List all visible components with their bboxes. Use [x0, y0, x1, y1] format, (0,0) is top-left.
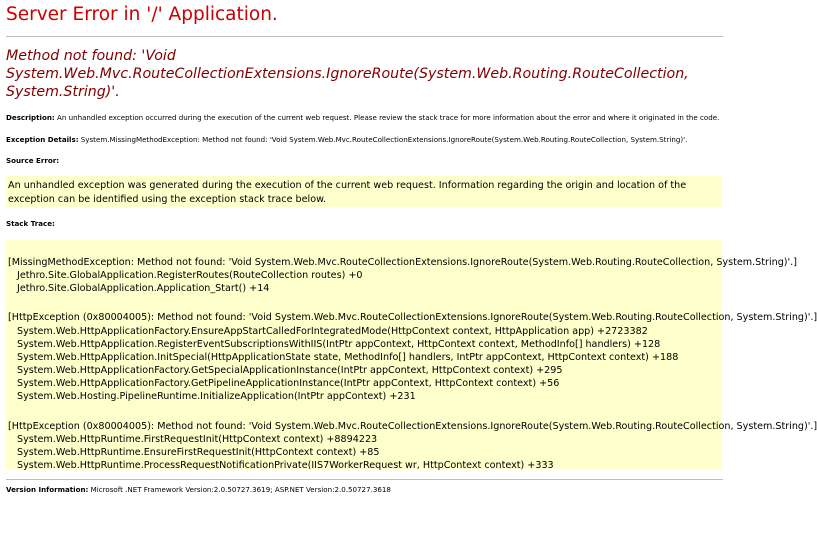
exception-details-text: System.MissingMethodException: Method not found: 'Void System.Web.Mvc.RouteCollectionExtensions.IgnoreRoute(System.Web.Routing.RouteCollection, System.String)'. [78, 135, 688, 144]
stack-frame: System.Web.HttpRuntime.EnsureFirstRequestInit(HttpContext context) +85 [17, 446, 380, 458]
footer-divider [6, 479, 723, 480]
source-error-label: Source Error: [6, 156, 60, 165]
stack-block-header: [HttpException (0x80004005): Method not found: 'Void System.Web.Mvc.RouteCollectionExtensions.IgnoreRoute(System.Web.Routing.RouteCollection, System.String)'.] [8, 420, 817, 432]
stack-frame: Jethro.Site.GlobalApplication.RegisterRoutes(RouteCollection routes) +0 [17, 270, 363, 282]
stack-frame: System.Web.HttpApplicationFactory.EnsureAppStartCalledForIntegratedMode(HttpContext context, HttpApplication app) +2723382 [17, 325, 648, 337]
stack-trace-label: Stack Trace: [6, 219, 55, 228]
stack-trace-box [6, 240, 817, 472]
exception-details-line [6, 135, 687, 144]
description-text: An unhandled exception occurred during the execution of the current web request. Please review the stack trace for more information about the error and where it originated in the code. [54, 113, 720, 122]
description-label: Description: [6, 113, 55, 122]
version-info-label: Version Information: [6, 485, 89, 494]
page-title: Server Error in '/' Application. [6, 4, 278, 25]
error-heading: Method not found: 'Void System.Web.Mvc.RouteCollectionExtensions.IgnoreRoute(System.Web.Routing.RouteCollection, System.String)'. [6, 48, 689, 100]
stack-frame: System.Web.HttpApplicationFactory.GetSpecialApplicationInstance(IntPtr appContext, HttpContext context) +295 [17, 365, 563, 377]
version-info-text: Microsoft .NET Framework Version:2.0.50727.3619; ASP.NET Version:2.0.50727.3618 [88, 485, 391, 494]
exception-details-label: Exception Details: [6, 135, 79, 144]
stack-frame: System.Web.HttpApplication.InitSpecial(HttpApplicationState state, MethodInfo[] handlers, IntPtr appContext, HttpContext context) +188 [17, 351, 679, 363]
stack-frame: System.Web.HttpRuntime.FirstRequestInit(HttpContext context) +8894223 [17, 433, 378, 445]
stack-frame: System.Web.HttpRuntime.ProcessRequestNotificationPrivate(IIS7WorkerRequest wr, HttpContext context) +333 [17, 460, 554, 472]
stack-frame: System.Web.HttpApplication.RegisterEventSubscriptionsWithIIS(IntPtr appContext, HttpContext context, MethodInfo[] handlers) +128 [17, 338, 661, 350]
stack-frame: System.Web.Hosting.PipelineRuntime.InitializeApplication(IntPtr appContext) +231 [17, 391, 416, 403]
stack-frame: Jethro.Site.GlobalApplication.Application_Start() +14 [17, 283, 270, 295]
description-line [6, 113, 719, 122]
stack-frame: System.Web.HttpApplicationFactory.GetPipelineApplicationInstance(IntPtr appContext, HttpContext context) +56 [17, 378, 560, 390]
source-error-box: An unhandled exception was generated during the execution of the current web request. Information regarding the origin and location of the exception can be identified using the exception stack trace below. [6, 176, 721, 207]
stack-block-header: [MissingMethodException: Method not found: 'Void System.Web.Mvc.RouteCollectionExtensions.IgnoreRoute(System.Web.Routing.RouteCollection, System.String)'.] [8, 257, 797, 268]
version-info-line [6, 485, 391, 494]
header-divider [6, 36, 723, 37]
source-error-heading [6, 156, 59, 165]
stack-trace-heading [6, 219, 55, 228]
stack-block-header: [HttpException (0x80004005): Method not found: 'Void System.Web.Mvc.RouteCollectionExtensions.IgnoreRoute(System.Web.Routing.RouteCollection, System.String)'.] [8, 312, 817, 324]
